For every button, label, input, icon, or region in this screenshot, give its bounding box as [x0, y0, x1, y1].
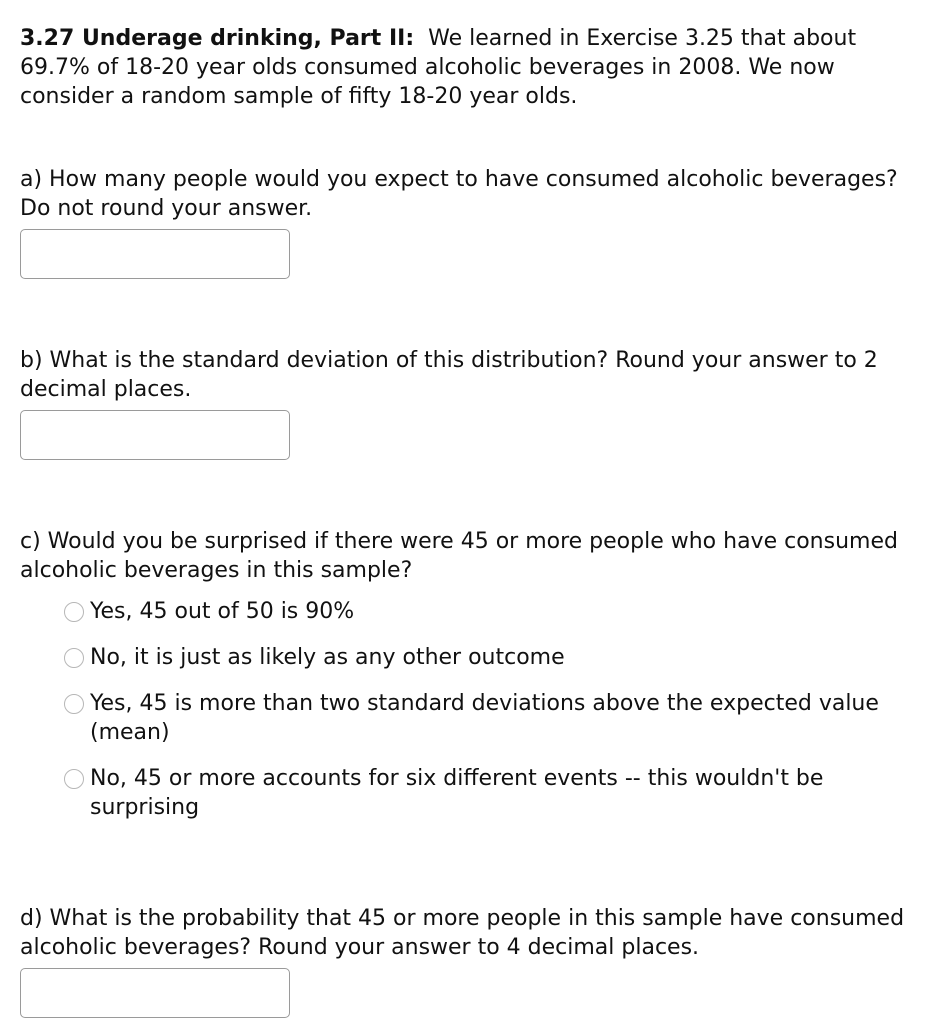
radio-button[interactable]: [64, 602, 84, 622]
part-c-question: c) Would you be surprised if there were 45 or more people who have consumed alcoholic beverages in this sample?: [20, 529, 898, 583]
problem-statement: We learned in Exercise 3.25 that about 69.7% of 18-20 year olds consumed alcoholic beverages in 2008. We now consider a random sample of fifty 18-20 year olds.: [20, 26, 857, 109]
part-c-option-3[interactable]: [20, 689, 930, 747]
part-c-options: [20, 597, 930, 822]
part-a-answer-input[interactable]: [20, 229, 290, 279]
part-b-answer-input[interactable]: [20, 410, 290, 460]
part-d-question: d) What is the probability that 45 or more people in this sample have consumed alcoholic beverages? Round your answer to 4 decimal places.: [20, 906, 905, 960]
part-b: [20, 346, 930, 460]
part-c-option-2[interactable]: [20, 643, 930, 672]
part-a-question: a) How many people would you expect to have consumed alcoholic beverages? Do not round your answer.: [20, 167, 898, 221]
problem-title: 3.27 Underage drinking, Part II:: [20, 26, 415, 51]
option-label: Yes, 45 is more than two standard deviations above the expected value (mean): [90, 691, 879, 745]
option-label: No, 45 or more accounts for six different events -- this wouldn't be surprising: [90, 766, 824, 820]
part-d: [20, 904, 930, 1018]
part-d-answer-input[interactable]: [20, 968, 290, 1018]
option-label: Yes, 45 out of 50 is 90%: [90, 599, 355, 624]
radio-button[interactable]: [64, 648, 84, 668]
problem-page: [20, 24, 930, 1018]
part-c-option-4[interactable]: [20, 764, 930, 822]
part-c: [20, 527, 930, 822]
radio-button[interactable]: [64, 694, 84, 714]
part-c-option-1[interactable]: [20, 597, 930, 626]
option-label: No, it is just as likely as any other outcome: [90, 645, 565, 670]
radio-button[interactable]: [64, 769, 84, 789]
part-b-question: b) What is the standard deviation of this distribution? Round your answer to 2 decimal places.: [20, 348, 878, 402]
part-a: [20, 165, 930, 279]
problem-intro: [20, 24, 930, 111]
